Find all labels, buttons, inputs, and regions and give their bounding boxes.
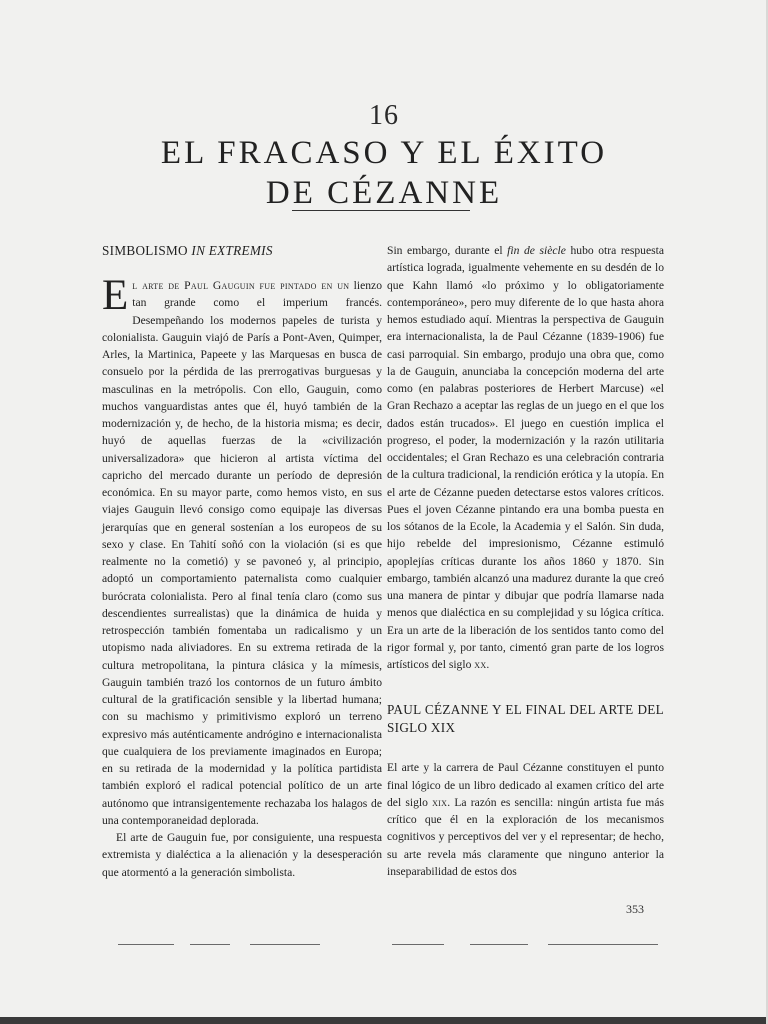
right-column [387, 242, 664, 880]
right-p2-start: El arte y la carrera de Paul Cézanne constituyen el punto final lógico de un libro dedicado al examen crítico del arte del siglo [387, 761, 664, 809]
chapter-number: 16 [369, 100, 399, 131]
bottom-rule-segment [118, 944, 174, 945]
left-paragraph-1 [102, 272, 382, 829]
right-p1-smallcaps: xx [474, 658, 487, 671]
bottom-rule-segment [392, 944, 444, 945]
chapter-title-line-1: EL FRACASO Y EL ÉXITO [160, 135, 608, 171]
right-p1-italic: fin de siècle [507, 244, 566, 257]
right-p1-start: Sin embargo, durante el [387, 244, 508, 257]
opening-smallcaps: l arte de Paul Gauguin fue pintado en un [132, 279, 350, 292]
bottom-rule-segment [190, 944, 230, 945]
bottom-rule-segment [250, 944, 320, 945]
left-paragraph-1-text: lienzo tan grande como el imperium francés. Desempeñando los modernos papeles de turista y colonialista. Gauguin viajó de París a Pont-Aven, Quimper, Arles, la Martinica, Papeete y las Marquesas en busca de consuelo por la pérdida de las prerrogativas burguesas y masculinas en la metrópolis. Con ello, Gauguin, como muchos vanguardistas antes que él, huyó también de la modernización y, de hecho, de la historia misma; es decir, huyó de aquellas fuerzas de la «civilización universalizadora» que hicieron al artista víctima del capricho del mercado durante un período de depresión económica. En su mayor parte, como hemos visto, en sus viajes Gauguin llevó consigo como equipaje las diversas jerarquías que en general sostenían a los europeos de su sexo y clase. En Tahití soñó con la violación (si es que realmente no la cometió) y se pavoneó y, al principio, adoptó un comportamiento paternalista como cualquier burócrata colonialista. Pero al final tenía claro (como sus descendientes surrealistas) que la dinámica de huida y retrospección también fomentaba un radicalismo y un utopismo nada aliviadores. En su extrema retirada de la cultura metropolitana, la pintura clásica y la mímesis, Gauguin también trazó los contornos de un futuro ámbito cultural de la gratificación sensible y la libertad humana; con su machismo y primitivismo exploró un terreno expresivo más auténticamente andrógino e internacionalista que cualquiera de los previamente imaginados en Europa; en su retirada de la modernidad y la política partidista también exploró el radical potencial político de un arte autónomo que intransigentemente rechazaba los halagos de una contemporaneidad deplorada. [102, 279, 382, 827]
page-number: 353 [626, 902, 644, 916]
scan-bottom-edge [0, 1017, 768, 1024]
left-column [102, 242, 382, 881]
bottom-rule-segment [470, 944, 528, 945]
section-heading-simbolismo [102, 242, 382, 259]
section-heading-cezanne: PAUL CÉZANNE Y EL FINAL DEL ARTE DEL SIGLO XIX [387, 702, 664, 736]
drop-cap: E [102, 272, 129, 319]
right-paragraph-1 [387, 242, 664, 673]
right-p2-body: . La razón es sencilla: ningún artista fue más crítico que él en la exploración de los mecanismos cognitivos y perceptivos del ver y el representar; de hecho, su arte revela más claramente que ninguno anterior la inseparabilidad de estos dos [387, 795, 664, 878]
right-p1-body: hubo otra respuesta artística lograda, igualmente vehemente en su desdén de lo que Kahn llamó «lo próximo y lo obligatoriamente contemporáneo», pero muy diferente de lo que hasta ahora hemos estudiado aquí. Mientras la perspectiva de Gauguin era internacionalista, la de Paul Cézanne (1839-1906) fue casi parroquial. Sin embargo, produjo una obra que, como la de Gauguin, anunciaba la concepción moderna del arte como (en palabras posteriores de Herbert Marcuse) «el Gran Rechazo a aceptar las reglas de un juego en el que los dados están trucados». El juego en cuestión implica el progreso, el poder, la modernización y la razón utilitaria occidentales; el Gran Rechazo es una celebración contraria de la cultura tradicional, la rendición erótica y la utopía. En el arte de Cézanne pueden detectarse estos valores críticos. Pues el joven Cézanne pintando era una bomba puesta en los sótanos de la Ecole, la Academia y el Salón. Sin duda, hijo rebelde del impresionismo, Cézanne estimuló apoplejías críticas durante los años 1860 y 1870. Sin embargo, también alcanzó una madurez durante la que creó una manera de pintar y dibujar que podría llamarse nada menos que dialéctica en su complejidad y su lógica crítica. Era un arte de la liberación de los sentidos tanto como del rigor formal y, por tanto, cimentó gran parte de los logros artísticos del siglo [387, 244, 664, 671]
title-divider [292, 210, 470, 211]
bottom-rule-segment [548, 944, 658, 945]
right-paragraph-2 [387, 759, 664, 880]
right-p1-period: . [486, 658, 490, 671]
section-heading-italic: IN EXTREMIS [191, 243, 273, 258]
left-paragraph-2: El arte de Gauguin fue, por consiguiente, una respuesta extremista y dialéctica a la alienación y la desesperación que atormentó a la generación simbolista. [102, 831, 382, 879]
right-p2-smallcaps: xix [432, 795, 448, 809]
section-heading-plain: SIMBOLISMO [102, 243, 192, 258]
chapter-title-line-2: DE CÉZANNE [265, 175, 503, 211]
